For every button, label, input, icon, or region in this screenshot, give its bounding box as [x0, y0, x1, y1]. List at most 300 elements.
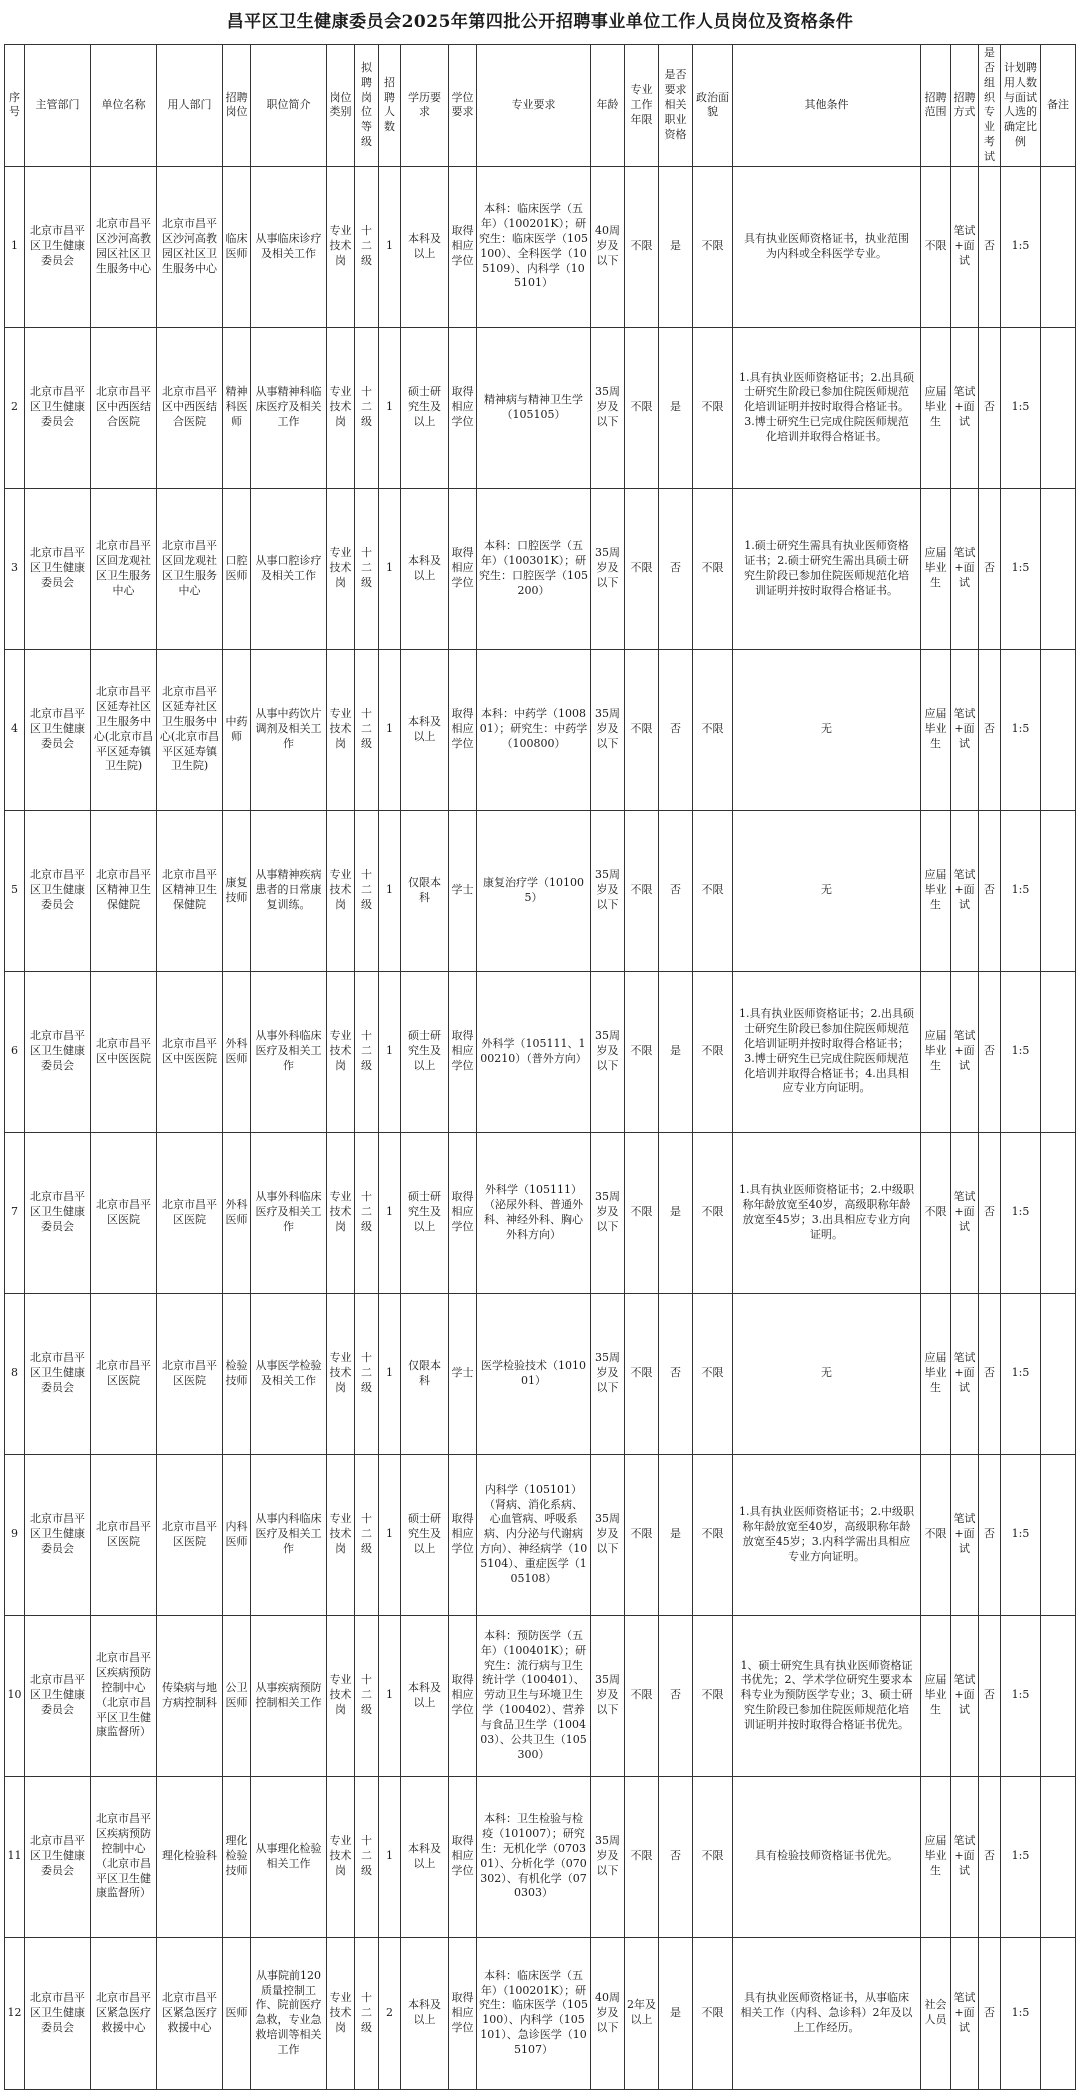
education-cell: 硕士研究生及以上 [401, 971, 449, 1132]
age-cell: 35周岁及以下 [591, 1776, 625, 1937]
unit-name-cell: 北京市昌平区疾病预防控制中心（北京市昌平区卫生健康监督所） [91, 1615, 157, 1776]
education-cell: 仅限本科 [401, 810, 449, 971]
employing-dept-cell: 北京市昌平区中西医结合医院 [157, 327, 223, 488]
post-level-cell: 十二级 [355, 1937, 379, 2089]
table-row [5, 327, 1076, 488]
position-cell: 公卫医师 [223, 1615, 251, 1776]
employing-dept-cell: 北京市昌平区沙河高教园区社区卫生服务中心 [157, 166, 223, 327]
header-cell: 年龄 [591, 45, 625, 167]
employing-dept-cell: 北京市昌平区医院 [157, 1293, 223, 1454]
education-cell: 本科及以上 [401, 1615, 449, 1776]
education-cell: 硕士研究生及以上 [401, 327, 449, 488]
interview-ratio-cell: 1:5 [1001, 1937, 1041, 2089]
job-description-cell: 从事理化检验相关工作 [251, 1776, 327, 1937]
recruit-scope-cell: 应届毕业生 [921, 810, 951, 971]
post-level-cell: 十二级 [355, 971, 379, 1132]
row-number: 5 [5, 810, 25, 971]
professional-exam-cell: 否 [979, 971, 1001, 1132]
department-cell: 北京市昌平区卫生健康委员会 [25, 810, 91, 971]
other-conditions-cell: 具有执业医师资格证书，从事临床相关工作（内科、急诊科）2年及以上工作经历。 [733, 1937, 921, 2089]
recruit-method-cell: 笔试+面试 [951, 1937, 979, 2089]
header-cell: 用人部门 [157, 45, 223, 167]
work-years-cell: 不限 [625, 327, 659, 488]
position-cell: 临床医师 [223, 166, 251, 327]
interview-ratio-cell: 1:5 [1001, 649, 1041, 810]
professional-exam-cell: 否 [979, 1615, 1001, 1776]
post-level-cell: 十二级 [355, 488, 379, 649]
remarks-cell [1041, 1454, 1076, 1615]
job-description-cell: 从事疾病预防控制相关工作 [251, 1615, 327, 1776]
degree-cell: 取得相应学位 [449, 1132, 477, 1293]
education-cell: 本科及以上 [401, 488, 449, 649]
education-cell: 硕士研究生及以上 [401, 1454, 449, 1615]
other-conditions-cell: 无 [733, 810, 921, 971]
major-requirement-cell: 本科：口腔医学（五年）（100301K）；研究生：口腔医学（105200） [477, 488, 591, 649]
major-requirement-cell: 外科学（105111、100210）（普外方向） [477, 971, 591, 1132]
recruit-scope-cell: 应届毕业生 [921, 1293, 951, 1454]
table-row [5, 1937, 1076, 2089]
other-conditions-cell: 无 [733, 1293, 921, 1454]
recruitment-table [4, 44, 1076, 2090]
job-description-cell: 从事医学检验及相关工作 [251, 1293, 327, 1454]
header-cell: 序号 [5, 45, 25, 167]
post-level-cell: 十二级 [355, 1132, 379, 1293]
header-cell: 职位简介 [251, 45, 327, 167]
unit-name-cell: 北京市昌平区医院 [91, 1293, 157, 1454]
political-status-cell: 不限 [693, 166, 733, 327]
row-number: 4 [5, 649, 25, 810]
post-category-cell: 专业技术岗 [327, 1454, 355, 1615]
degree-cell: 取得相应学位 [449, 1937, 477, 2089]
headcount-cell: 1 [379, 649, 401, 810]
header-cell: 招聘方式 [951, 45, 979, 167]
header-cell: 招聘范围 [921, 45, 951, 167]
qualification-required-cell: 否 [659, 810, 693, 971]
position-cell: 口腔医师 [223, 488, 251, 649]
post-category-cell: 专业技术岗 [327, 1293, 355, 1454]
political-status-cell: 不限 [693, 1615, 733, 1776]
job-description-cell: 从事临床诊疗及相关工作 [251, 166, 327, 327]
post-category-cell: 专业技术岗 [327, 1937, 355, 2089]
headcount-cell: 2 [379, 1937, 401, 2089]
other-conditions-cell: 1.具有执业医师资格证书；2.中级职称年龄放宽至40岁，高级职称年龄放宽至45岁；3.出具相应专业方向证明。 [733, 1132, 921, 1293]
recruit-method-cell: 笔试+面试 [951, 488, 979, 649]
unit-name-cell: 北京市昌平区中西医结合医院 [91, 327, 157, 488]
table-row [5, 810, 1076, 971]
employing-dept-cell: 北京市昌平区延寿社区卫生服务中心(北京市昌平区延寿镇卫生院) [157, 649, 223, 810]
age-cell: 35周岁及以下 [591, 971, 625, 1132]
degree-cell: 取得相应学位 [449, 1454, 477, 1615]
recruit-method-cell: 笔试+面试 [951, 649, 979, 810]
employing-dept-cell: 北京市昌平区紧急医疗救援中心 [157, 1937, 223, 2089]
recruit-method-cell: 笔试+面试 [951, 1615, 979, 1776]
degree-cell: 取得相应学位 [449, 488, 477, 649]
major-requirement-cell: 本科：中药学（100801）；研究生：中药学（100800） [477, 649, 591, 810]
degree-cell: 取得相应学位 [449, 649, 477, 810]
qualification-required-cell: 是 [659, 971, 693, 1132]
professional-exam-cell: 否 [979, 810, 1001, 971]
professional-exam-cell: 否 [979, 327, 1001, 488]
professional-exam-cell: 否 [979, 649, 1001, 810]
professional-exam-cell: 否 [979, 1454, 1001, 1615]
header-cell: 招聘人数 [379, 45, 401, 167]
major-requirement-cell: 内科学（105101）（肾病、消化系病、心血管病、呼吸系病、内分泌与代谢病方向）、神经病学（105104）、重症医学（105108） [477, 1454, 591, 1615]
major-requirement-cell: 本科：卫生检验与检疫（101007）；研究生：无机化学（070301）、分析化学（070302）、有机化学（070303） [477, 1776, 591, 1937]
table-row [5, 488, 1076, 649]
degree-cell: 学士 [449, 1293, 477, 1454]
political-status-cell: 不限 [693, 810, 733, 971]
unit-name-cell: 北京市昌平区疾病预防控制中心（北京市昌平区卫生健康监督所） [91, 1776, 157, 1937]
interview-ratio-cell: 1:5 [1001, 166, 1041, 327]
recruit-method-cell: 笔试+面试 [951, 810, 979, 971]
job-description-cell: 从事精神科临床医疗及相关工作 [251, 327, 327, 488]
row-number: 2 [5, 327, 25, 488]
work-years-cell: 不限 [625, 1454, 659, 1615]
row-number: 9 [5, 1454, 25, 1615]
header-cell: 单位名称 [91, 45, 157, 167]
header-cell: 岗位类别 [327, 45, 355, 167]
political-status-cell: 不限 [693, 327, 733, 488]
other-conditions-cell: 具有执业医师资格证书，执业范围为内科或全科医学专业。 [733, 166, 921, 327]
employing-dept-cell: 传染病与地方病控制科 [157, 1615, 223, 1776]
professional-exam-cell: 否 [979, 1132, 1001, 1293]
unit-name-cell: 北京市昌平区延寿社区卫生服务中心(北京市昌平区延寿镇卫生院) [91, 649, 157, 810]
other-conditions-cell: 1.具有执业医师资格证书；2.中级职称年龄放宽至40岁，高级职称年龄放宽至45岁；3.内科学需出具相应专业方向证明。 [733, 1454, 921, 1615]
qualification-required-cell: 是 [659, 1937, 693, 2089]
post-category-cell: 专业技术岗 [327, 166, 355, 327]
recruit-method-cell: 笔试+面试 [951, 327, 979, 488]
post-level-cell: 十二级 [355, 1293, 379, 1454]
headcount-cell: 1 [379, 810, 401, 971]
work-years-cell: 不限 [625, 1132, 659, 1293]
department-cell: 北京市昌平区卫生健康委员会 [25, 1293, 91, 1454]
other-conditions-cell: 1.具有执业医师资格证书；2.出具硕士研究生阶段已参加住院医师规范化培训证明并按时取得合格证书；3.博士研究生已完成住院医师规范化培训并取得合格证书；4.出具相应专业方向证明。 [733, 971, 921, 1132]
work-years-cell: 不限 [625, 1293, 659, 1454]
qualification-required-cell: 是 [659, 166, 693, 327]
interview-ratio-cell: 1:5 [1001, 327, 1041, 488]
position-cell: 内科医师 [223, 1454, 251, 1615]
other-conditions-cell: 1.具有执业医师资格证书；2.出具硕士研究生阶段已参加住院医师规范化培训证明并按时取得合格证书。3.博士研究生已完成住院医师规范化培训并取得合格证书。 [733, 327, 921, 488]
interview-ratio-cell: 1:5 [1001, 1615, 1041, 1776]
headcount-cell: 1 [379, 1615, 401, 1776]
recruit-scope-cell: 应届毕业生 [921, 1776, 951, 1937]
unit-name-cell: 北京市昌平区医院 [91, 1132, 157, 1293]
political-status-cell: 不限 [693, 1132, 733, 1293]
degree-cell: 取得相应学位 [449, 327, 477, 488]
political-status-cell: 不限 [693, 1293, 733, 1454]
header-cell: 专业工作年限 [625, 45, 659, 167]
post-category-cell: 专业技术岗 [327, 1776, 355, 1937]
education-cell: 本科及以上 [401, 1937, 449, 2089]
document-title: 昌平区卫生健康委员会2025年第四批公开招聘事业单位工作人员岗位及资格条件 [226, 12, 854, 32]
recruit-method-cell: 笔试+面试 [951, 1454, 979, 1615]
row-number: 8 [5, 1293, 25, 1454]
department-cell: 北京市昌平区卫生健康委员会 [25, 488, 91, 649]
recruit-scope-cell: 社会人员 [921, 1937, 951, 2089]
header-cell: 其他条件 [733, 45, 921, 167]
employing-dept-cell: 北京市昌平区精神卫生保健院 [157, 810, 223, 971]
remarks-cell [1041, 1776, 1076, 1937]
table-body [5, 166, 1076, 2089]
department-cell: 北京市昌平区卫生健康委员会 [25, 1937, 91, 2089]
header-row [5, 45, 1076, 167]
row-number: 7 [5, 1132, 25, 1293]
department-cell: 北京市昌平区卫生健康委员会 [25, 166, 91, 327]
education-cell: 硕士研究生及以上 [401, 1132, 449, 1293]
degree-cell: 取得相应学位 [449, 1615, 477, 1776]
post-category-cell: 专业技术岗 [327, 327, 355, 488]
headcount-cell: 1 [379, 327, 401, 488]
work-years-cell: 不限 [625, 166, 659, 327]
headcount-cell: 1 [379, 1776, 401, 1937]
post-level-cell: 十二级 [355, 166, 379, 327]
table-row [5, 649, 1076, 810]
position-cell: 精神科医师 [223, 327, 251, 488]
unit-name-cell: 北京市昌平区中医医院 [91, 971, 157, 1132]
qualification-required-cell: 是 [659, 1132, 693, 1293]
major-requirement-cell: 本科：临床医学（五年）（100201K）；研究生：临床医学（105100）、内科学（105101）、急诊医学（105107） [477, 1937, 591, 2089]
work-years-cell: 不限 [625, 649, 659, 810]
qualification-required-cell: 否 [659, 1776, 693, 1937]
remarks-cell [1041, 488, 1076, 649]
recruit-scope-cell: 不限 [921, 1454, 951, 1615]
position-cell: 康复技师 [223, 810, 251, 971]
professional-exam-cell: 否 [979, 166, 1001, 327]
post-category-cell: 专业技术岗 [327, 1132, 355, 1293]
table-row [5, 1615, 1076, 1776]
recruit-scope-cell: 应届毕业生 [921, 649, 951, 810]
position-cell: 外科医师 [223, 1132, 251, 1293]
qualification-required-cell: 是 [659, 327, 693, 488]
major-requirement-cell: 医学检验技术（101001） [477, 1293, 591, 1454]
unit-name-cell: 北京市昌平区精神卫生保健院 [91, 810, 157, 971]
interview-ratio-cell: 1:5 [1001, 488, 1041, 649]
department-cell: 北京市昌平区卫生健康委员会 [25, 1454, 91, 1615]
recruit-method-cell: 笔试+面试 [951, 1293, 979, 1454]
age-cell: 40周岁及以下 [591, 166, 625, 327]
other-conditions-cell: 1、硕士研究生具有执业医师资格证书优先；2、学术学位研究生要求本科专业为预防医学专业；3、硕士研究生阶段已参加住院医师规范化培训证明并按时取得合格证书优先。 [733, 1615, 921, 1776]
qualification-required-cell: 是 [659, 1454, 693, 1615]
job-description-cell: 从事外科临床医疗及相关工作 [251, 1132, 327, 1293]
department-cell: 北京市昌平区卫生健康委员会 [25, 971, 91, 1132]
header-cell: 拟聘岗位等级 [355, 45, 379, 167]
age-cell: 35周岁及以下 [591, 1615, 625, 1776]
age-cell: 35周岁及以下 [591, 649, 625, 810]
remarks-cell [1041, 1293, 1076, 1454]
interview-ratio-cell: 1:5 [1001, 1454, 1041, 1615]
employing-dept-cell: 北京市昌平区回龙观社区卫生服务中心 [157, 488, 223, 649]
headcount-cell: 1 [379, 1132, 401, 1293]
row-number: 6 [5, 971, 25, 1132]
header-cell: 学位要求 [449, 45, 477, 167]
employing-dept-cell: 理化检验科 [157, 1776, 223, 1937]
recruit-method-cell: 笔试+面试 [951, 1132, 979, 1293]
work-years-cell: 不限 [625, 810, 659, 971]
professional-exam-cell: 否 [979, 488, 1001, 649]
table-row [5, 971, 1076, 1132]
row-number: 11 [5, 1776, 25, 1937]
recruit-scope-cell: 应届毕业生 [921, 327, 951, 488]
recruit-method-cell: 笔试+面试 [951, 1776, 979, 1937]
work-years-cell: 2年及以上 [625, 1937, 659, 2089]
remarks-cell [1041, 327, 1076, 488]
remarks-cell [1041, 1132, 1076, 1293]
education-cell: 本科及以上 [401, 649, 449, 810]
recruit-scope-cell: 应届毕业生 [921, 488, 951, 649]
education-cell: 仅限本科 [401, 1293, 449, 1454]
header-cell: 备注 [1041, 45, 1076, 167]
department-cell: 北京市昌平区卫生健康委员会 [25, 1132, 91, 1293]
recruit-scope-cell: 不限 [921, 1132, 951, 1293]
work-years-cell: 不限 [625, 1615, 659, 1776]
political-status-cell: 不限 [693, 1454, 733, 1615]
header-cell: 政治面貌 [693, 45, 733, 167]
unit-name-cell: 北京市昌平区沙河高教园区社区卫生服务中心 [91, 166, 157, 327]
political-status-cell: 不限 [693, 488, 733, 649]
department-cell: 北京市昌平区卫生健康委员会 [25, 327, 91, 488]
recruit-method-cell: 笔试+面试 [951, 971, 979, 1132]
job-description-cell: 从事外科临床医疗及相关工作 [251, 971, 327, 1132]
row-number: 12 [5, 1937, 25, 2089]
post-level-cell: 十二级 [355, 810, 379, 971]
other-conditions-cell: 无 [733, 649, 921, 810]
unit-name-cell: 北京市昌平区紧急医疗救援中心 [91, 1937, 157, 2089]
political-status-cell: 不限 [693, 649, 733, 810]
department-cell: 北京市昌平区卫生健康委员会 [25, 649, 91, 810]
remarks-cell [1041, 166, 1076, 327]
post-level-cell: 十二级 [355, 649, 379, 810]
age-cell: 40周岁及以下 [591, 1937, 625, 2089]
headcount-cell: 1 [379, 166, 401, 327]
department-cell: 北京市昌平区卫生健康委员会 [25, 1776, 91, 1937]
age-cell: 35周岁及以下 [591, 1454, 625, 1615]
recruit-scope-cell: 应届毕业生 [921, 971, 951, 1132]
position-cell: 理化检验技师 [223, 1776, 251, 1937]
headcount-cell: 1 [379, 488, 401, 649]
employing-dept-cell: 北京市昌平区中医医院 [157, 971, 223, 1132]
other-conditions-cell: 1.硕士研究生需具有执业医师资格证书；2.硕士研究生需出具硕士研究生阶段已参加住院医师规范化培训证明并按时取得合格证书。 [733, 488, 921, 649]
interview-ratio-cell: 1:5 [1001, 1293, 1041, 1454]
remarks-cell [1041, 1615, 1076, 1776]
recruit-scope-cell: 不限 [921, 166, 951, 327]
table-row [5, 1293, 1076, 1454]
education-cell: 本科及以上 [401, 1776, 449, 1937]
job-description-cell: 从事院前120质量控制工作、院前医疗急救，专业急救培训等相关工作 [251, 1937, 327, 2089]
work-years-cell: 不限 [625, 1776, 659, 1937]
qualification-required-cell: 否 [659, 649, 693, 810]
age-cell: 35周岁及以下 [591, 488, 625, 649]
professional-exam-cell: 否 [979, 1776, 1001, 1937]
degree-cell: 取得相应学位 [449, 166, 477, 327]
post-category-cell: 专业技术岗 [327, 1615, 355, 1776]
job-description-cell: 从事内科临床医疗及相关工作 [251, 1454, 327, 1615]
row-number: 1 [5, 166, 25, 327]
remarks-cell [1041, 810, 1076, 971]
degree-cell: 取得相应学位 [449, 1776, 477, 1937]
major-requirement-cell: 本科：临床医学（五年）（100201K）；研究生：临床医学（105100）、全科医学（105109）、内科学（105101） [477, 166, 591, 327]
professional-exam-cell: 否 [979, 1937, 1001, 2089]
headcount-cell: 1 [379, 1454, 401, 1615]
recruit-scope-cell: 应届毕业生 [921, 1615, 951, 1776]
headcount-cell: 1 [379, 971, 401, 1132]
post-level-cell: 十二级 [355, 1454, 379, 1615]
other-conditions-cell: 具有检验技师资格证书优先。 [733, 1776, 921, 1937]
political-status-cell: 不限 [693, 971, 733, 1132]
post-category-cell: 专业技术岗 [327, 488, 355, 649]
position-cell: 医师 [223, 1937, 251, 2089]
interview-ratio-cell: 1:5 [1001, 810, 1041, 971]
major-requirement-cell: 外科学（105111）（泌尿外科、普通外科、神经外科、胸心外科方向） [477, 1132, 591, 1293]
interview-ratio-cell: 1:5 [1001, 1776, 1041, 1937]
post-level-cell: 十二级 [355, 327, 379, 488]
position-cell: 中药师 [223, 649, 251, 810]
row-number: 10 [5, 1615, 25, 1776]
department-cell: 北京市昌平区卫生健康委员会 [25, 1615, 91, 1776]
header-cell: 是否组织专业考试 [979, 45, 1001, 167]
major-requirement-cell: 精神病与精神卫生学（105105） [477, 327, 591, 488]
political-status-cell: 不限 [693, 1776, 733, 1937]
table-row [5, 1776, 1076, 1937]
unit-name-cell: 北京市昌平区医院 [91, 1454, 157, 1615]
job-description-cell: 从事口腔诊疗及相关工作 [251, 488, 327, 649]
remarks-cell [1041, 971, 1076, 1132]
table-row [5, 166, 1076, 327]
post-category-cell: 专业技术岗 [327, 810, 355, 971]
work-years-cell: 不限 [625, 971, 659, 1132]
degree-cell: 学士 [449, 810, 477, 971]
job-description-cell: 从事精神疾病患者的日常康复训练。 [251, 810, 327, 971]
education-cell: 本科及以上 [401, 166, 449, 327]
header-cell: 主管部门 [25, 45, 91, 167]
post-category-cell: 专业技术岗 [327, 971, 355, 1132]
header-cell: 专业要求 [477, 45, 591, 167]
political-status-cell: 不限 [693, 1937, 733, 2089]
job-description-cell: 从事中药饮片调剂及相关工作 [251, 649, 327, 810]
unit-name-cell: 北京市昌平区回龙观社区卫生服务中心 [91, 488, 157, 649]
major-requirement-cell: 康复治疗学（101005） [477, 810, 591, 971]
position-cell: 外科医师 [223, 971, 251, 1132]
recruit-method-cell: 笔试+面试 [951, 166, 979, 327]
employing-dept-cell: 北京市昌平区医院 [157, 1132, 223, 1293]
post-level-cell: 十二级 [355, 1776, 379, 1937]
remarks-cell [1041, 649, 1076, 810]
row-number: 3 [5, 488, 25, 649]
header-cell: 招聘岗位 [223, 45, 251, 167]
age-cell: 35周岁及以下 [591, 1293, 625, 1454]
post-category-cell: 专业技术岗 [327, 649, 355, 810]
remarks-cell [1041, 1937, 1076, 2089]
age-cell: 35周岁及以下 [591, 810, 625, 971]
qualification-required-cell: 否 [659, 1615, 693, 1776]
table-row [5, 1132, 1076, 1293]
header-cell: 学历要求 [401, 45, 449, 167]
major-requirement-cell: 本科：预防医学（五年）（100401K）；研究生：流行病与卫生统计学（100401）、劳动卫生与环境卫生学（100402）、营养与食品卫生学（100403）、公共卫生（105300） [477, 1615, 591, 1776]
work-years-cell: 不限 [625, 488, 659, 649]
interview-ratio-cell: 1:5 [1001, 971, 1041, 1132]
headcount-cell: 1 [379, 1293, 401, 1454]
degree-cell: 取得相应学位 [449, 971, 477, 1132]
professional-exam-cell: 否 [979, 1293, 1001, 1454]
position-cell: 检验技师 [223, 1293, 251, 1454]
qualification-required-cell: 否 [659, 488, 693, 649]
qualification-required-cell: 否 [659, 1293, 693, 1454]
header-cell: 是否要求相关职业资格 [659, 45, 693, 167]
interview-ratio-cell: 1:5 [1001, 1132, 1041, 1293]
post-level-cell: 十二级 [355, 1615, 379, 1776]
age-cell: 35周岁及以下 [591, 327, 625, 488]
header-cell: 计划聘用人数与面试人选的确定比例 [1001, 45, 1041, 167]
table-row [5, 1454, 1076, 1615]
